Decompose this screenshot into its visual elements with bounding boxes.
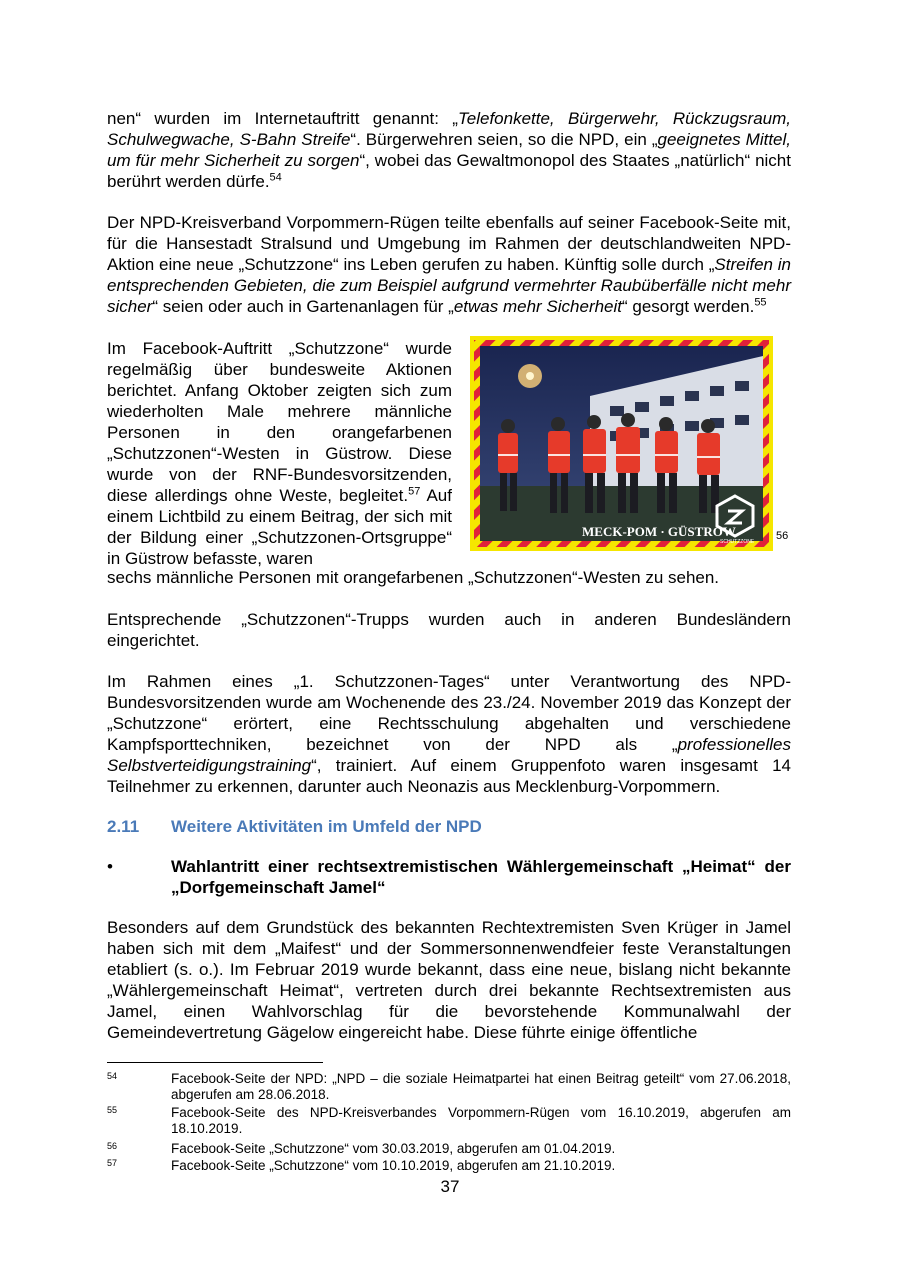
- paragraph-4: Entsprechende „Schutzzonen“-Trupps wurden auch in anderen Bundesländern eingerichtet.: [107, 610, 791, 650]
- paragraph-1: nen“ wurden im Internetauftritt genannt: „Telefonkette, Bürgerwehr, Rückzugsraum, Schulwegwache, S-Bahn Streife“. Bürgerwehren seien, so die NPD, ein „geeignetes Mittel, um für mehr Sicherheit zu sorgen“, wobei das Gewaltmonopol des Staates „natürlich“ nicht berührt werden dürfe.$^{54}$: [107, 109, 792, 191]
- photo-svg: [470, 336, 773, 551]
- paragraph-3-continued: sechs männliche Personen mit orangefarbenen „Schutzzonen“-Westen zu sehen.: [107, 568, 720, 587]
- paragraph-2: Der NPD-Kreisverband Vorpommern-Rügen teilte ebenfalls auf seiner Facebook-Seite mit, für die Hansestadt Stralsund und Umgebung im Rahmen der deutschlandweiten NPD-Aktion eine neue „Schutzzone“ ins Leben gerufen zu haben. Künftig solle durch „Streifen in entsprechenden Gebieten, die zum Beispiel aufgrund vermehrter Raubüberfälle nicht mehr sicher“ seien oder auch in Gartenanlagen für „etwas mehr Sicherheit“ gesorgt werden.$^{55}$: [107, 213, 792, 316]
- photo-logo-text: SCHUTZZONE: [720, 539, 755, 545]
- photo-caption: MECK-POM · GÜSTROW: [582, 524, 736, 539]
- bullet-text: Wahlantritt einer rechtsextremistischen Wählergemeinschaft „Heimat“ der „Dorfgemeinschaft Jamel“: [171, 857, 791, 897]
- footnote-ref-55[interactable]: 55: [754, 296, 767, 309]
- page-number: 37: [440, 1177, 460, 1196]
- schutzzone-photo: [470, 336, 773, 551]
- bullet-mark: •: [107, 857, 113, 876]
- section-heading-2-11: [107, 816, 482, 838]
- footnote-ref-54[interactable]: 54: [269, 171, 282, 184]
- paragraph-5: Im Rahmen eines „1. Schutzzonen-Tages“ unter Verantwortung des NPD-Bundesvorsitzenden wurde am Wochenende des 23./24. November 2019 das Konzept der „Schutzzone“ erörtert, eine Rechtsschulung abgehalten und verschiedene Kampfsporttechniken, bezeichnet von der NPD als „professionelles Selbstverteidigungstraining“, trainiert. Auf einem Gruppenfoto waren insgesamt 14 Teilnehmer zu erkennen, darunter auch Neonazis aus Mecklenburg-Vorpommern.: [107, 672, 791, 796]
- footnote-separator: [107, 1062, 323, 1063]
- footnote-ref-57[interactable]: 57: [408, 485, 421, 498]
- section-number: 2.11: [107, 817, 140, 836]
- photo-footnote-ref-56[interactable]: 56: [776, 530, 789, 542]
- paragraph-3-narrow: Im Facebook-Auftritt „Schutzzone“ wurde regelmäßig über bundesweite Aktionen berichtet. Anfang Oktober zeigten sich zum wiederholten Male mehrere männliche Personen in den orangefarbenen „Schutzzonen“-Westen in Güstrow. Diese wurde von der RNF-Bundesvorsitzenden, diese allerdings ohne Weste, begleitet.$^{57}$ Auf einem Lichtbild zu einem Beitrag, der sich mit der Bildung einer „Schutzzonen-Ortsgruppe“ in Güstrow befasste, waren: [107, 339, 452, 568]
- section-title: Weitere Aktivitäten im Umfeld der NPD: [171, 817, 482, 836]
- paragraph-6: Besonders auf dem Grundstück des bekannten Rechtextremisten Sven Krüger in Jamel haben sich mit dem „Maifest“ und der Sommersonnenwendfeier feste Veranstaltungen etabliert (s. o.). Im Februar 2019 wurde bekannt, dass eine neue, bislang nicht bekannte „Wählergemeinschaft Heimat“, vertreten durch drei bekannte Rechtsextremisten aus Jamel, einen Wahlvorschlag für die bevorstehende Kommunalwahl der Gemeindevertretung Gägelow eingereicht habe. Diese führte einige öffentliche: [107, 918, 791, 1042]
